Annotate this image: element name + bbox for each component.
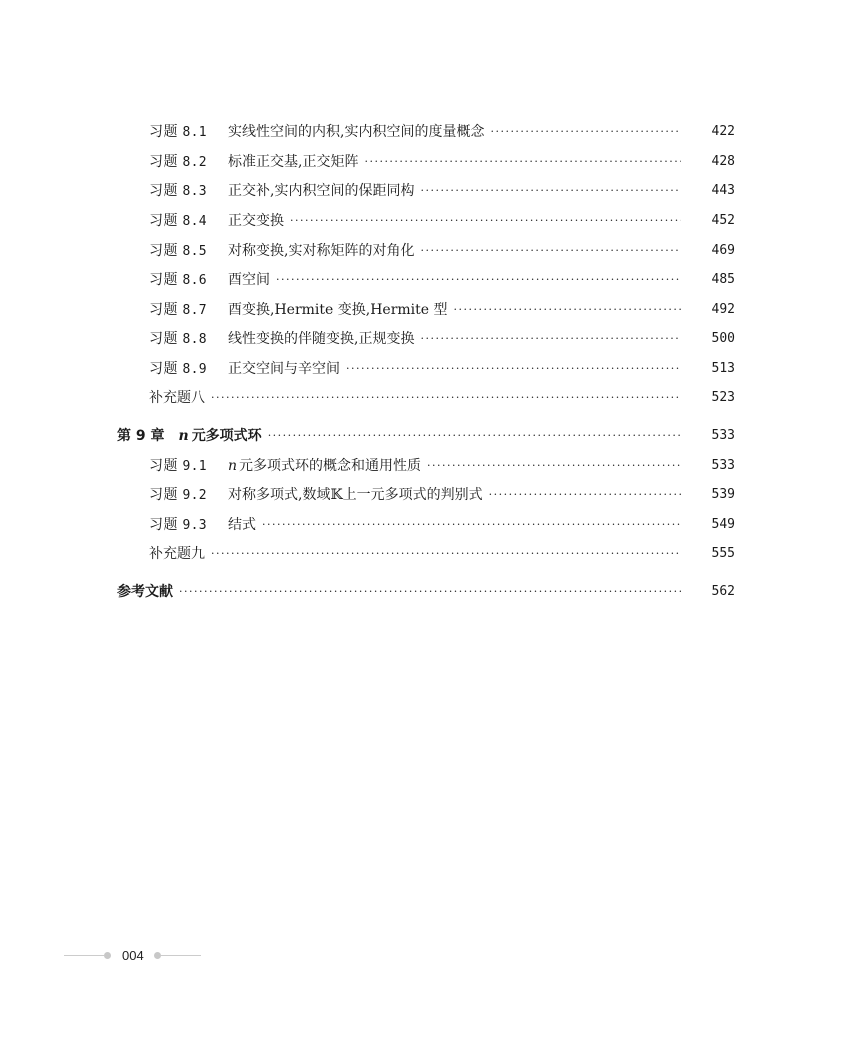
entry-title: 实线性空间的内积,实内积空间的度量概念 — [228, 124, 485, 140]
toc-entry[interactable] — [0, 454, 850, 478]
footer-rule-right — [161, 955, 201, 956]
leader-dots — [490, 120, 681, 144]
entry-page: 452 — [711, 213, 735, 228]
leader-dots — [420, 327, 681, 351]
leader-dots — [211, 386, 681, 410]
entry-title: 参考文献 — [117, 584, 173, 600]
entry-title: 补充题八 — [149, 390, 205, 406]
toc-entry[interactable] — [0, 483, 850, 507]
toc-entry-supplement[interactable] — [0, 386, 850, 410]
toc-entry[interactable] — [0, 327, 850, 351]
entry-prefix: 习题 — [149, 360, 178, 377]
toc-entry[interactable] — [0, 298, 850, 322]
entry-number: 9.1 — [182, 458, 207, 474]
entry-prefix: 习题 — [149, 123, 178, 140]
page-number: 004 — [122, 948, 144, 963]
entry-title: 补充题九 — [149, 546, 205, 562]
entry-number: 8.7 — [182, 302, 207, 318]
entry-number: 8.8 — [182, 331, 207, 347]
toc-entry[interactable] — [0, 268, 850, 292]
entry-page: 492 — [711, 302, 735, 317]
footer-rule-left — [64, 955, 104, 956]
entry-title: 酉空间 — [228, 272, 270, 288]
entry-number: 9.3 — [182, 517, 207, 533]
toc-chapter-heading[interactable] — [0, 424, 850, 448]
entry-title: 对称多项式,数域𝕂上一元多项式的判别式 — [228, 487, 483, 503]
entry-page: 555 — [711, 546, 735, 561]
entry-page: 443 — [711, 183, 735, 198]
entry-page: 533 — [711, 428, 735, 443]
entry-prefix: 习题 — [149, 301, 178, 318]
entry-prefix: 习题 — [149, 182, 178, 199]
entry-title: 正交补,实内积空间的保距同构 — [228, 183, 415, 199]
entry-prefix: 习题 — [149, 457, 178, 474]
entry-prefix: 习题 — [149, 330, 178, 347]
entry-page: 513 — [711, 361, 735, 376]
entry-page: 428 — [711, 154, 735, 169]
entry-page: 539 — [711, 487, 735, 502]
entry-number: 8.6 — [182, 272, 207, 288]
entry-page: 549 — [711, 517, 735, 532]
toc-entry[interactable] — [0, 209, 850, 233]
leader-dots — [179, 580, 681, 604]
entry-title: 元多项式环的概念和通用性质 — [239, 458, 422, 474]
chapter-title: 元多项式环 — [191, 428, 262, 444]
entry-prefix: 习题 — [149, 212, 178, 229]
toc-entry[interactable] — [0, 357, 850, 381]
leader-dots — [454, 298, 681, 322]
leader-dots — [364, 150, 681, 174]
leader-dots — [276, 268, 681, 292]
entry-prefix: 习题 — [149, 271, 178, 288]
toc-entry-supplement[interactable] — [0, 542, 850, 566]
entry-number: 8.9 — [182, 361, 207, 377]
entry-number: 8.2 — [182, 154, 207, 170]
leader-dots — [420, 239, 681, 263]
entry-page: 523 — [711, 390, 735, 405]
entry-title: 酉变换,Hermite 变换,Hermite 型 — [228, 302, 448, 318]
entry-title: 对称变换,实对称矩阵的对角化 — [228, 243, 415, 259]
entry-number: 8.4 — [182, 213, 207, 229]
entry-title: 线性变换的伴随变换,正规变换 — [228, 331, 415, 347]
toc-entry[interactable] — [0, 513, 850, 537]
entry-number: 8.3 — [182, 183, 207, 199]
entry-page: 422 — [711, 124, 735, 139]
entry-page: 562 — [711, 584, 735, 599]
entry-page: 485 — [711, 272, 735, 287]
leader-dots — [262, 513, 681, 537]
entry-page: 533 — [711, 458, 735, 473]
entry-number: 8.5 — [182, 243, 207, 259]
entry-prefix: 习题 — [149, 242, 178, 259]
entry-title: 标准正交基,正交矩阵 — [228, 154, 359, 170]
entry-prefix: 习题 — [149, 486, 178, 503]
toc-references[interactable] — [0, 580, 850, 604]
leader-dots — [268, 424, 681, 448]
toc-entry[interactable] — [0, 239, 850, 263]
entry-number: 9.2 — [182, 487, 207, 503]
toc-entry[interactable] — [0, 179, 850, 203]
entry-title: 正交变换 — [228, 213, 284, 229]
leader-dots — [346, 357, 681, 381]
leader-dots — [420, 179, 681, 203]
leader-dots — [211, 542, 681, 566]
footer-dot-right — [154, 952, 161, 959]
entry-prefix: 习题 — [149, 516, 178, 533]
leader-dots — [427, 454, 681, 478]
entry-page: 500 — [711, 331, 735, 346]
chapter-label: 第 9 章 — [117, 428, 165, 444]
footer-dot-left — [104, 952, 111, 959]
chapter-title-variable: n — [178, 428, 189, 444]
entry-number: 8.1 — [182, 124, 207, 140]
toc-entry[interactable] — [0, 120, 850, 144]
leader-dots — [489, 483, 681, 507]
toc-entry[interactable] — [0, 150, 850, 174]
entry-title: 正交空间与辛空间 — [228, 361, 340, 377]
leader-dots — [290, 209, 681, 233]
entry-page: 469 — [711, 243, 735, 258]
page-footer — [64, 946, 204, 966]
entry-title: 结式 — [228, 517, 256, 533]
entry-prefix: 习题 — [149, 153, 178, 170]
entry-title-variable: n — [228, 458, 238, 474]
